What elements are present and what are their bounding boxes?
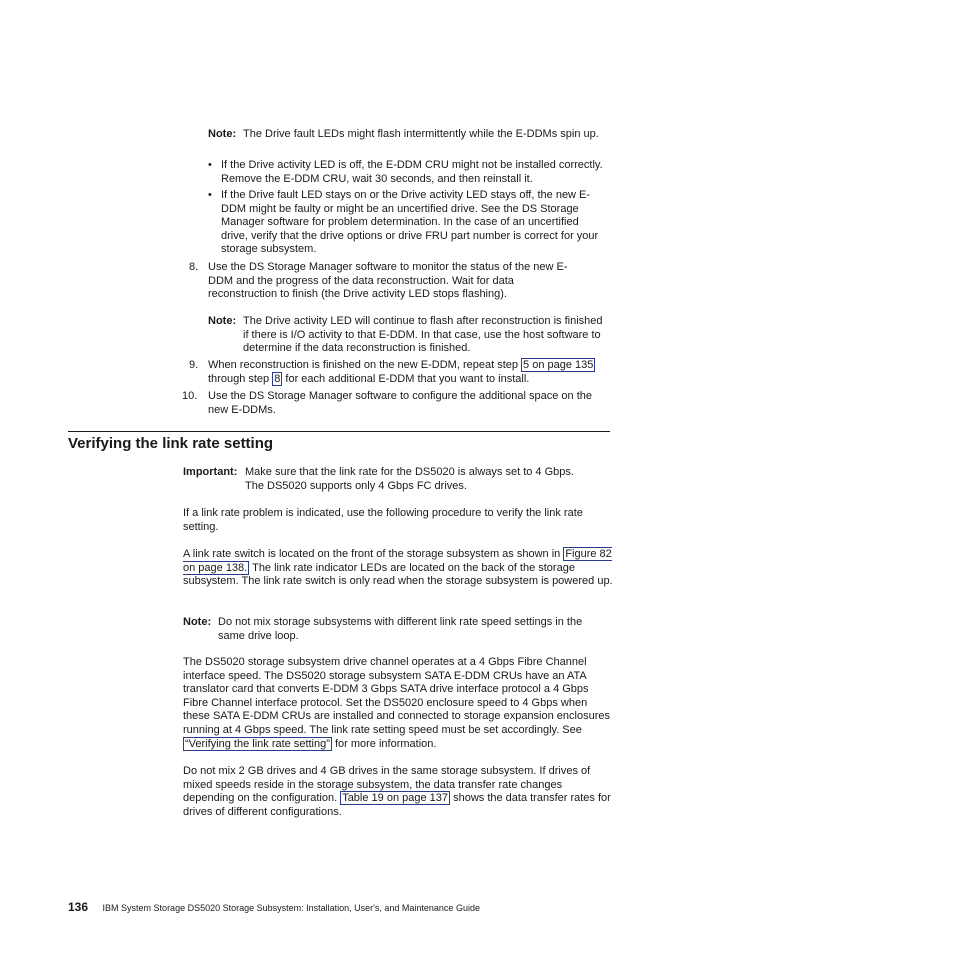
paragraph [183,548,613,589]
cross-reference-link[interactable]: 8 [274,372,281,385]
note-text: Do not mix storage subsystems with different link rate speed settings in the same drive loop. [218,616,583,642]
step-note [208,315,610,355]
section-heading: Verifying the link rate setting [68,431,610,453]
paragraph-text: The link rate indicator LEDs are located on the back of the storage subsystem. The link rate switch is only read when the storage subsystem is powered up. [183,561,613,588]
cross-reference-link[interactable]: 5 on page 135 [523,359,594,371]
bullet-marker: • [208,189,212,201]
paragraph [183,765,613,819]
step-item [180,359,612,386]
note-text: The Drive activity LED will continue to flash after reconstruction is finished if there is I/O activity to that E-DDM. In that case, use the host software to determine if the data reconstruction is finished. [243,315,603,355]
step-number: 10. [182,390,198,402]
paragraph-text: for more information. [334,737,437,750]
bullet-item [208,189,608,257]
important-label: Important: [183,466,238,478]
paragraph-text: shows the data transfer rates for drives of different configurations. [183,792,611,818]
step-item [180,390,612,417]
note-label: Note: [208,315,237,327]
bullet-marker: • [208,159,212,171]
paragraph [183,656,613,751]
step-text: When reconstruction is finished on the new E-DDM, repeat step [208,359,518,371]
footer-title: IBM System Storage DS5020 Storage Subsystem: Installation, User's, and Maintenance Guide [102,903,480,913]
paragraph-text: Do not mix 2 GB drives and 4 GB drives in the same storage subsystem. If drives of mixed speeds reside in the storage subsystem, the data transfer rate changes depending on the configuration. [183,765,591,805]
step-item [180,261,610,302]
top-note [208,128,608,142]
paragraph-text: A link rate switch is located on the front of the storage subsystem as shown in [183,548,561,560]
cross-reference-link[interactable]: Figure 82 on page 138. [183,548,612,574]
cross-reference-link[interactable]: Table 19 on page 137 [342,792,449,805]
note [183,616,611,642]
paragraph-text: If a link rate problem is indicated, use the following procedure to verify the link rate setting. [183,507,583,533]
step-number: 8. [189,261,199,273]
note-label: Note: [208,128,237,140]
important-note [183,466,613,492]
paragraph [183,507,611,534]
cross-reference-link[interactable]: “Verifying the link rate setting” [185,737,330,750]
bullet-text: If the Drive fault LED stays on or the Drive activity LED stays off, the new E-DDM might be faulty or might be an uncertified drive. See the DS Storage Manager software for problem determination. In the case of an uncertified drive, verify that the drive options or drive FRU part number is correct for your storage subsystem. [221,189,599,256]
step-number: 9. [189,359,199,371]
important-text: Make sure that the link rate for the DS5020 is always set to 4 Gbps. The DS5020 supports only 4 Gbps FC drives. [245,466,574,492]
step-text: Use the DS Storage Manager software to monitor the status of the new E-DDM and the progress of the data reconstruction. Wait for data reconstruction to finish (the Drive activity LED stops flashing). [208,261,568,301]
note-text: The Drive fault LEDs might flash intermittently while the E-DDMs spin up. [243,128,599,140]
step-text: Use the DS Storage Manager software to configure the additional space on the new E-DDMs. [208,390,593,416]
step-text: through step [208,372,270,385]
paragraph-text: The DS5020 storage subsystem drive channel operates at a 4 Gbps Fibre Channel interface speed. The DS5020 storage subsystem SATA E-DDM CRUs have an ATA translator card that converts E-DDM 3 Gbps SATA drive interface protocol a 4 Gbps Fibre Channel interface protocol. Set the DS5020 enclosure speed to 4 Gbps when these SATA E-DDM CRUs are installed and connected to storage expansion enclosures running at 4 Gbps speed. The link rate setting speed must be set accordingly. See [183,656,610,736]
step-text: for each additional E-DDM that you want to install. [285,372,530,385]
note-label: Note: [183,616,212,628]
page-footer [68,901,480,914]
bullet-item [208,159,608,186]
bullet-text: If the Drive activity LED is off, the E-DDM CRU might not be installed correctly. Remove the E-DDM CRU, wait 30 seconds, and then reinstall it. [221,159,603,185]
page-number: 136 [68,900,89,914]
